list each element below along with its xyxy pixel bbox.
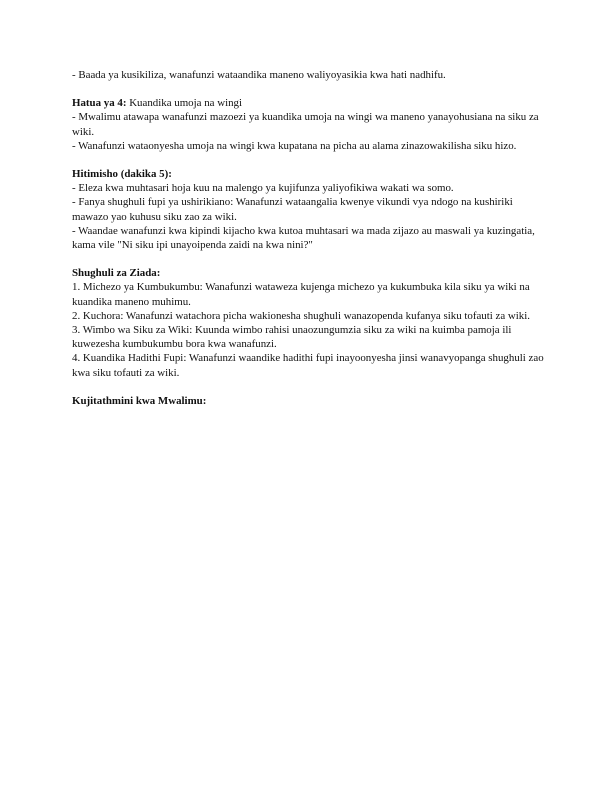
- paragraph-line: - Baada ya kusikiliza, wanafunzi wataandika maneno waliyoyasikia kwa hati nadhifu.: [72, 69, 446, 81]
- list-item: 4. Kuandika Hadithi Fupi: Wanafunzi waandike hadithi fupi inayoonyesha jinsi wanavyopanga shughuli zao kwa siku tofauti za wiki.: [72, 352, 544, 379]
- list-item: 2. Kuchora: Wanafunzi watachora picha wakionesha shughuli wanazopenda kufanya siku tofauti za wiki.: [72, 309, 530, 322]
- step-4-title: Kuandika umoja na wingi: [126, 97, 243, 110]
- list-item: 1. Michezo ya Kumbukumbu: Wanafunzi wataweza kujenga michezo ya kukumbuka kila siku ya wiki na kuandika maneno muhimu.: [72, 281, 530, 308]
- list-item: 3. Wimbo wa Siku za Wiki: Kuunda wimbo rahisi unaozungumzia siku za wiki na kuimba pamoja ili kuwezesha kumbukumbu bora kwa wanafunzi.: [72, 324, 512, 351]
- extra-activities-heading: Shughuli za Ziada:: [72, 267, 161, 280]
- paragraph-line: - Fanya shughuli fupi ya ushirikiano: Wanafunzi wataangalia kwenye vikundi vya ndogo na kushiriki mawazo yao kuhusu siku zao za wiki.: [72, 196, 513, 223]
- paragraph-line: - Waandae wanafunzi kwa kipindi kijacho kwa kutoa muhtasari wa mada zijazo au maswali ya kuzingatia, kama vile "Ni siku ipi unayoipenda zaidi na kwa nini?": [72, 224, 535, 252]
- conclusion-heading: Hitimisho (dakika 5):: [72, 168, 172, 181]
- step-4-heading: [72, 96, 544, 110]
- document-body: [72, 68, 544, 422]
- paragraph-line: - Wanafunzi wataonyesha umoja na wingi kwa kupatana na picha au alama zinazowakilisha siku hizo.: [72, 139, 517, 152]
- conclusion-section: [72, 167, 544, 252]
- step-4-section: [72, 96, 544, 153]
- teacher-self-assessment-heading: Kujitathmini kwa Mwalimu:: [72, 394, 207, 407]
- step-4-label: Hatua ya 4:: [72, 97, 127, 110]
- paragraph-line: - Mwalimu atawapa wanafunzi mazoezi ya kuandika umoja na wingi wa maneno yanayohusiana na siku za wiki.: [72, 111, 539, 138]
- teacher-self-assessment-section: [72, 394, 544, 408]
- extra-activities-section: [72, 266, 544, 380]
- paragraph-line: - Eleza kwa muhtasari hoja kuu na malengo ya kujifunza yaliyofikiwa wakati wa somo.: [72, 182, 454, 195]
- listening-section: [72, 68, 544, 82]
